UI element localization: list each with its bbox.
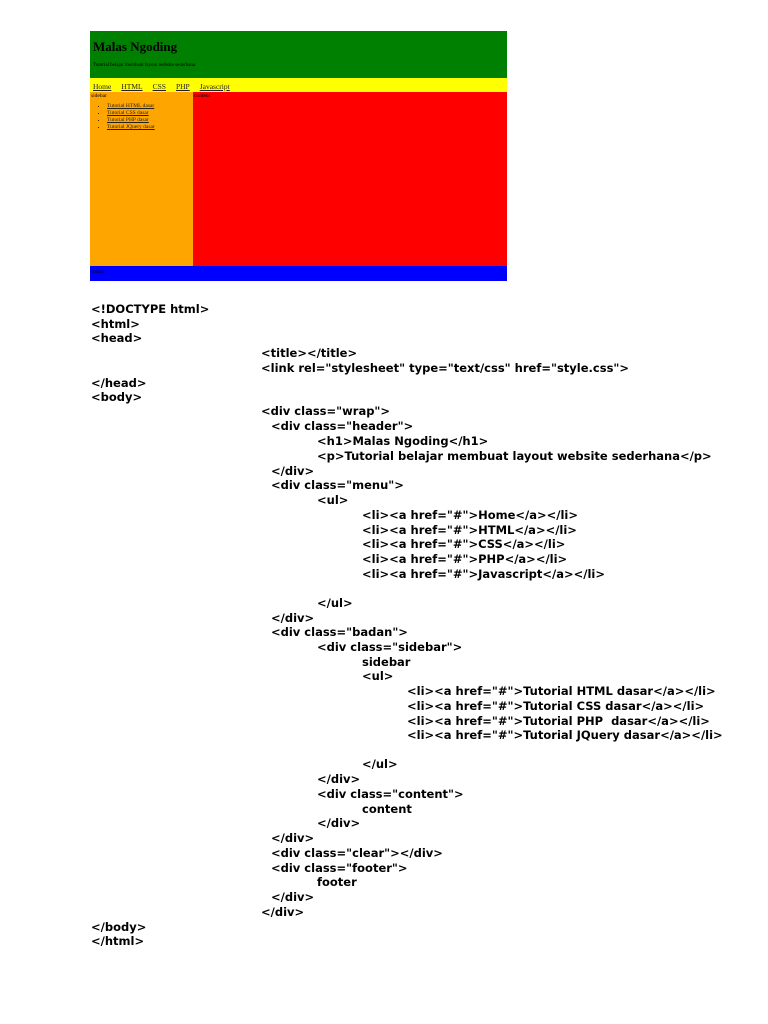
sidebar-link-php[interactable]: Tutorial PHP dasar — [107, 117, 149, 123]
footer-label: footer — [91, 269, 105, 275]
preview-content — [193, 92, 507, 266]
code-line: </div> — [261, 905, 305, 919]
code-line: </div> — [271, 890, 315, 904]
sidebar-link-css[interactable]: Tutorial CSS dasar — [107, 110, 149, 116]
content-label: content — [194, 93, 211, 99]
preview-subtitle: Tutorial belajar membuat layout website sederhana — [93, 63, 196, 68]
code-line: <div class="wrap"> — [261, 404, 391, 418]
code-line: </ul> — [317, 596, 353, 610]
code-line: <li><a href="#">Javascript</a></li> — [362, 567, 605, 581]
code-line: <div class="header"> — [271, 419, 414, 433]
code-line: <body> — [91, 390, 143, 404]
menu-link-php[interactable]: PHP — [175, 82, 190, 91]
preview-title: Malas Ngoding — [93, 39, 178, 54]
code-line: </div> — [317, 772, 361, 786]
preview-menu — [90, 78, 507, 92]
code-line: <div class="sidebar"> — [317, 640, 463, 654]
code-line: content — [362, 802, 412, 816]
code-line: </div> — [271, 611, 315, 625]
code-line: <p>Tutorial belajar membuat layout website sederhana</p> — [317, 449, 712, 463]
preview-sidebar — [90, 92, 193, 266]
preview-footer — [90, 266, 507, 281]
menu-link-javascript[interactable]: Javascript — [199, 82, 230, 91]
code-line: <li><a href="#">Tutorial HTML dasar</a></li> — [407, 684, 716, 698]
menu-link-css[interactable]: CSS — [152, 82, 166, 91]
code-line: <li><a href="#">HTML</a></li> — [362, 523, 577, 537]
code-line: <div class="footer"> — [271, 861, 408, 875]
code-line: <!DOCTYPE html> — [91, 302, 210, 316]
code-line: <li><a href="#">Home</a></li> — [362, 508, 579, 522]
code-line: <li><a href="#">Tutorial JQuery dasar</a></li> — [407, 728, 723, 742]
code-line: <li><a href="#">Tutorial PHP dasar</a></li> — [407, 714, 710, 728]
sidebar-link-jquery[interactable]: Tutorial JQuery dasar — [107, 124, 155, 130]
code-line: sidebar — [362, 655, 411, 669]
code-line: <ul> — [317, 493, 349, 507]
code-line: </div> — [317, 816, 361, 830]
preview-header — [90, 31, 507, 78]
code-line: <link rel="stylesheet" type="text/css" href="style.css"> — [261, 361, 630, 375]
code-line: </div> — [271, 831, 315, 845]
code-line: <title></title> — [261, 346, 358, 360]
menu-link-html[interactable]: HTML — [121, 82, 143, 91]
code-line: </ul> — [362, 757, 398, 771]
sidebar-link-html[interactable]: Tutorial HTML dasar — [107, 103, 155, 109]
code-line: <div class="clear"></div> — [271, 846, 443, 860]
code-line: <html> — [91, 317, 140, 331]
code-line: footer — [317, 875, 357, 889]
code-line: </head> — [91, 376, 147, 390]
code-line: <ul> — [362, 669, 394, 683]
code-line: </div> — [271, 464, 315, 478]
code-line: </body> — [91, 920, 147, 934]
menu-link-home[interactable]: Home — [93, 82, 112, 91]
code-line: <li><a href="#">PHP</a></li> — [362, 552, 568, 566]
code-line: <h1>Malas Ngoding</h1> — [317, 434, 489, 448]
code-line: <li><a href="#">Tutorial CSS dasar</a></li> — [407, 699, 705, 713]
layout-preview — [90, 31, 507, 281]
code-line: <li><a href="#">CSS</a></li> — [362, 537, 566, 551]
code-line: <div class="menu"> — [271, 478, 404, 492]
code-line: <head> — [91, 331, 143, 345]
code-line: </html> — [91, 934, 145, 948]
code-line: <div class="content"> — [317, 787, 464, 801]
code-line: <div class="badan"> — [271, 625, 408, 639]
sidebar-label: sidebar — [91, 93, 107, 99]
